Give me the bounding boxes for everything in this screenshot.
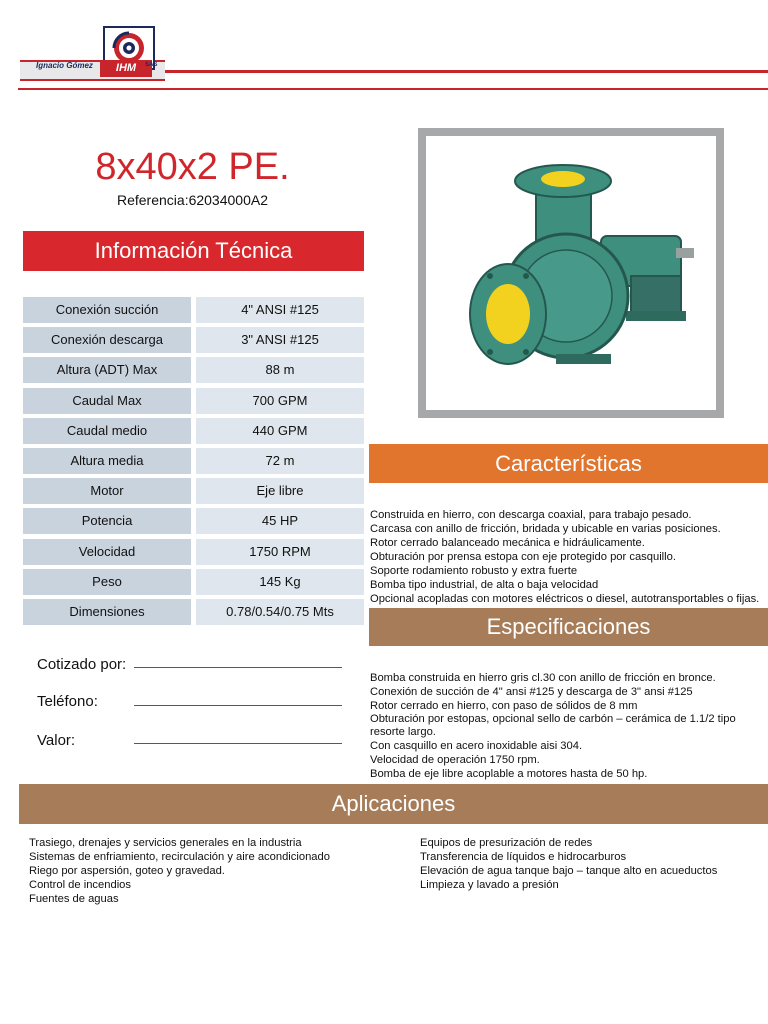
caracteristicas-list <box>370 508 768 606</box>
list-item: Sistemas de enfriamiento, recirculación y aire acondicionado <box>29 851 330 863</box>
list-item: Bomba construida en hierro gris cl.30 con anillo de fricción en bronce. <box>370 672 716 684</box>
spec-label: Dimensiones <box>23 599 191 625</box>
list-item: Rotor cerrado balanceado mecánica e hidráulicamente. <box>370 537 645 549</box>
list-item: Con casquillo en acero inoxidable aisi 304. <box>370 740 583 752</box>
table-row <box>23 297 364 323</box>
spec-value: 45 HP <box>196 508 364 534</box>
list-item: Obturación por prensa estopa con eje protegido por casquillo. <box>370 551 676 563</box>
list-item: Elevación de agua tanque bajo – tanque alto en acueductos <box>420 865 718 877</box>
table-row <box>23 448 364 474</box>
spec-label: Conexión succión <box>23 297 191 323</box>
spec-label: Velocidad <box>23 539 191 565</box>
list-item: Transferencia de líquidos e hidrocarburos <box>420 851 627 863</box>
product-photo <box>426 136 716 410</box>
spec-label: Conexión descarga <box>23 327 191 353</box>
table-row <box>23 508 364 534</box>
pump-icon <box>426 136 716 410</box>
aplicaciones-heading: Aplicaciones <box>19 784 768 824</box>
list-item: Riego por aspersión, goteo y gravedad. <box>29 865 225 877</box>
list-item: Rotor cerrado en hierro, con paso de sólidos de 8 mm <box>370 700 638 712</box>
list-item: Bomba de eje libre acoplable a motores hasta de 50 hp. <box>370 768 648 780</box>
especificaciones-heading: Especificaciones <box>369 608 768 646</box>
table-row <box>23 357 364 383</box>
spec-label: Motor <box>23 478 191 504</box>
especificaciones-list <box>370 671 760 781</box>
aplicaciones-left-list <box>29 836 399 906</box>
spec-label: Caudal Max <box>23 388 191 414</box>
spec-value: 1750 RPM <box>196 539 364 565</box>
spec-label: Altura (ADT) Max <box>23 357 191 383</box>
list-item: Equipos de presurización de redes <box>420 837 593 849</box>
spec-value: 72 m <box>196 448 364 474</box>
spec-value: 0.78/0.54/0.75 Mts <box>196 599 364 625</box>
table-row <box>23 539 364 565</box>
brand-short: IHM <box>100 60 152 77</box>
spec-label: Caudal medio <box>23 418 191 444</box>
spec-label: Potencia <box>23 508 191 534</box>
valor-line[interactable] <box>134 743 342 744</box>
table-row <box>23 569 364 595</box>
list-item: Construida en hierro, con descarga coaxial, para trabajo pesado. <box>370 509 692 521</box>
spec-value: 4" ANSI #125 <box>196 297 364 323</box>
list-item: Soporte rodamiento robusto y extra fuerte <box>370 565 578 577</box>
aplicaciones-right-list <box>420 836 760 892</box>
spec-value: Eje libre <box>196 478 364 504</box>
list-item: Conexión de succión de 4" ansi #125 y descarga de 3" ansi #125 <box>370 686 693 698</box>
brand-suffix: SAS <box>145 62 158 68</box>
caracteristicas-heading: Características <box>369 444 768 483</box>
header-rule-top <box>160 70 768 73</box>
list-item: Limpieza y lavado a presión <box>420 879 559 891</box>
spec-label: Peso <box>23 569 191 595</box>
product-title: 8x40x2 PE. <box>95 146 290 188</box>
header-rule-bottom <box>18 88 768 90</box>
list-item: Carcasa con anillo de fricción, bridada y ubicable en varias posiciones. <box>370 523 721 535</box>
spec-value: 700 GPM <box>196 388 364 414</box>
spec-value: 88 m <box>196 357 364 383</box>
table-row <box>23 478 364 504</box>
table-row <box>23 388 364 414</box>
table-row <box>23 599 364 625</box>
list-item: Bomba tipo industrial, de alta o baja velocidad <box>370 579 599 591</box>
cotizado-label: Cotizado por: <box>37 656 127 673</box>
list-item: Trasiego, drenajes y servicios generales en la industria <box>29 837 302 849</box>
list-item: Control de incendios <box>29 879 131 891</box>
product-reference: Referencia:62034000A2 <box>116 192 268 208</box>
table-row <box>23 327 364 353</box>
telefono-line[interactable] <box>134 705 342 706</box>
list-item: Fuentes de aguas <box>29 893 119 905</box>
list-item: Obturación por estopas, opcional sello de carbón – cerámica de 1.1/2 tipo resorte largo. <box>370 713 736 738</box>
table-row <box>23 418 364 444</box>
telefono-label: Teléfono: <box>37 693 98 710</box>
list-item: Velocidad de operación 1750 rpm. <box>370 754 540 766</box>
info-tecnica-heading: Información Técnica <box>23 231 364 271</box>
spec-label: Altura media <box>23 448 191 474</box>
brand-name: Ignacio Gómez <box>36 61 93 70</box>
spec-value: 440 GPM <box>196 418 364 444</box>
valor-label: Valor: <box>37 732 76 749</box>
spec-table <box>23 297 364 629</box>
cotizado-line[interactable] <box>134 667 342 668</box>
spec-value: 3" ANSI #125 <box>196 327 364 353</box>
spec-value: 145 Kg <box>196 569 364 595</box>
list-item: Opcional acopladas con motores eléctricos o diesel, autotransportables o fijas. <box>370 593 760 605</box>
